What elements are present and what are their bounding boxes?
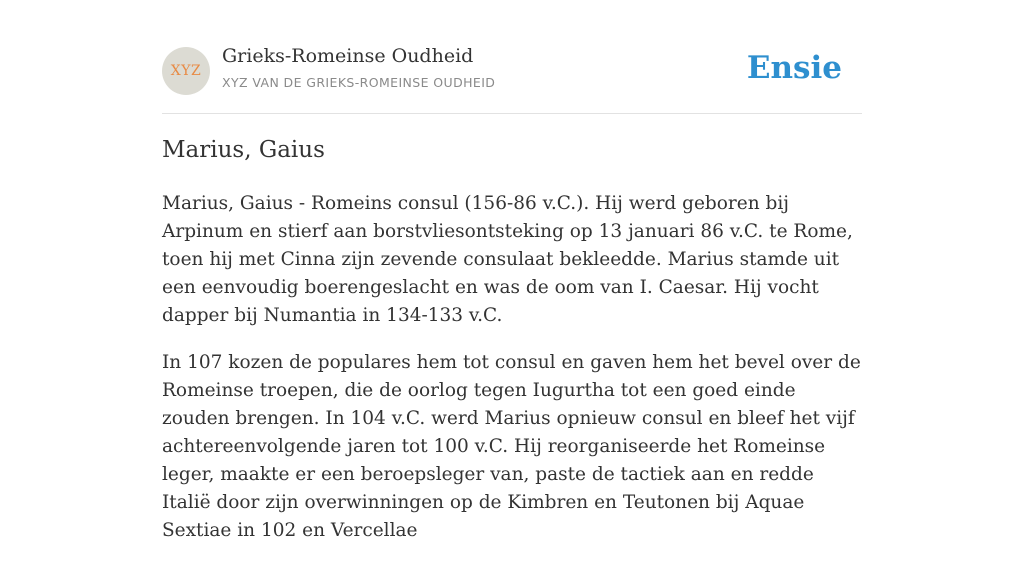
article-paragraph-1: Marius, Gaius - Romeins consul (156-86 v.C.). Hij werd geboren bij Arpinum en stierf aan borstvliesontsteking op 13 januari 86 v.C. te Rome, toen hij met Cinna zijn zevende consulaat bekleedde. Marius stamde uit een eenvoudig boerengeslacht en was de oom van I. Caesar. Hij vocht dapper bij Numantia in 134-133 v.C. <box>162 193 853 326</box>
brand-logo[interactable]: Ensie <box>746 50 842 86</box>
article-paragraph-2: In 107 kozen de populares hem tot consul en gaven hem het bevel over de Romeinse troepen, die de oorlog tegen Iugurtha tot een goed einde zouden brengen. In 104 v.C. werd Marius opnieuw consul en bleef het vijf achtereenvolgende jaren tot 100 v.C. Hij reorganiseerde het Romeinse leger, maakte er een beroepsleger van, paste de tactiek aan en redde Italië door zijn overwinningen op de Kimbren en Teutonen bij Aquae Sextiae in 102 en Vercellae <box>162 352 861 541</box>
article-body <box>162 190 862 564</box>
source-header <box>162 0 862 114</box>
source-avatar-text: XYZ <box>170 63 202 79</box>
source-title[interactable]: Grieks-Romeinse Oudheid <box>222 45 474 67</box>
source-subtitle: XYZ VAN DE GRIEKS-ROMEINSE OUDHEID <box>222 75 496 90</box>
page-container <box>162 0 862 541</box>
source-avatar[interactable] <box>162 47 210 95</box>
article-title: Marius, Gaius <box>162 137 325 163</box>
